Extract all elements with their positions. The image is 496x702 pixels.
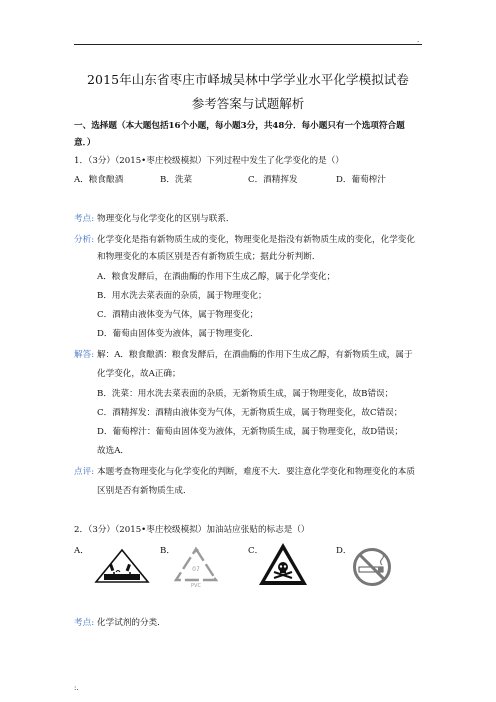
q1-option-a: A．粮食酿酒: [74, 175, 124, 185]
document-title: 2015年山东省枣庄市峄城吴林中学学业水平化学模拟试卷: [86, 72, 409, 87]
q1-option-c: C．酒精挥发: [248, 175, 298, 185]
q1-fenxi-line: B．用水洗去菜表面的杂质，属于物理变化；: [97, 291, 267, 301]
section-heading-line2: 意．）: [74, 138, 96, 148]
recycle-pvc-icon: [172, 546, 220, 592]
q2-option-c: C．: [248, 546, 264, 556]
q2-kaodian: 化学试剂的分类．: [97, 618, 166, 628]
q1-fenxi-label: 分析:: [74, 235, 95, 245]
q1-kaodian: 物理变化与化学变化的区别与联系．: [97, 214, 235, 224]
q1-dianping-label: 点评:: [74, 467, 95, 477]
recycle-code: 07: [192, 566, 200, 573]
header-rule: [74, 44, 422, 45]
q1-jieda-line: 故选A．: [97, 446, 129, 456]
q1-dianping-line: 区别是否有新物质生成．: [97, 486, 192, 496]
footer-dots: :.: [74, 684, 79, 692]
q1-jieda-label: 解答:: [74, 350, 95, 360]
q1-jieda-line: B．洗菜：用水洗去菜表面的杂质，无新物质生成，属于物理变化，故B错误；: [97, 389, 394, 399]
q1-jieda-line: C．酒精挥发：酒精由液体变为气体，无新物质生成，属于物理变化，故C错误；: [97, 408, 403, 418]
q1-fenxi-line: D．葡萄由固体变为液体，属于物理变化．: [97, 329, 259, 339]
q1-fenxi-line: A．粮食发酵后，在酒曲酶的作用下生成乙醇，属于化学变化；: [97, 272, 336, 282]
q2-stem: 2．（3分）（2015•枣庄校级模拟）加油站应张贴的标志是（）: [74, 525, 310, 535]
q1-jieda-line: 化学变化，故A正确；: [97, 369, 181, 379]
q1-fenxi-line: 和物理变化的本质区别是否有新物质生成；据此分析判断．: [97, 252, 321, 262]
toxic-skull-icon: [258, 542, 308, 590]
q1-option-b: B．洗菜: [160, 175, 193, 185]
q1-kaodian-label: 考点:: [74, 214, 95, 224]
recycle-text: PVC: [191, 583, 201, 588]
q1-option-d: D．葡萄榨汁: [336, 175, 386, 185]
q1-dianping-line: 本题考查物理变化与化学变化的判断，难度不大．要注意化学变化和物理变化的本质: [97, 467, 415, 477]
q1-fenxi-line: C．酒精由液体变为气体，属于物理变化；: [97, 310, 259, 320]
q1-jieda-line: 解：A．粮食酿酒：粮食发酵后，在酒曲酶的作用下生成乙醇，有新物质生成，属于: [97, 350, 413, 360]
q1-stem: 1．（3分）（2015•枣庄校级模拟）下列过程中发生了化学变化的是（）: [74, 156, 344, 166]
section-heading-line1: 一、选择题（本大题包括16个小题，每小题3分，共48分．每小题只有一个选项符合题: [74, 121, 405, 131]
q2-kaodian-label: 考点:: [74, 618, 95, 628]
header-dot: .: [417, 36, 420, 44]
document-subtitle: 参考答案与试题解析: [191, 96, 305, 111]
q2-option-a: A．: [74, 546, 89, 556]
corrosive-sign-icon: [94, 548, 150, 588]
q1-jieda-line: D．葡萄榨汁：葡萄由固体变为液体，无新物质生成，属于物理变化，故D错误；: [97, 427, 403, 437]
q2-option-b: B．: [160, 546, 175, 556]
no-smoking-icon: [352, 547, 392, 591]
q1-fenxi-line: 化学变化是指有新物质生成的变化，物理变化是指没有新物质生成的变化，化学变化: [97, 235, 415, 245]
q2-option-d: D．: [336, 546, 352, 556]
